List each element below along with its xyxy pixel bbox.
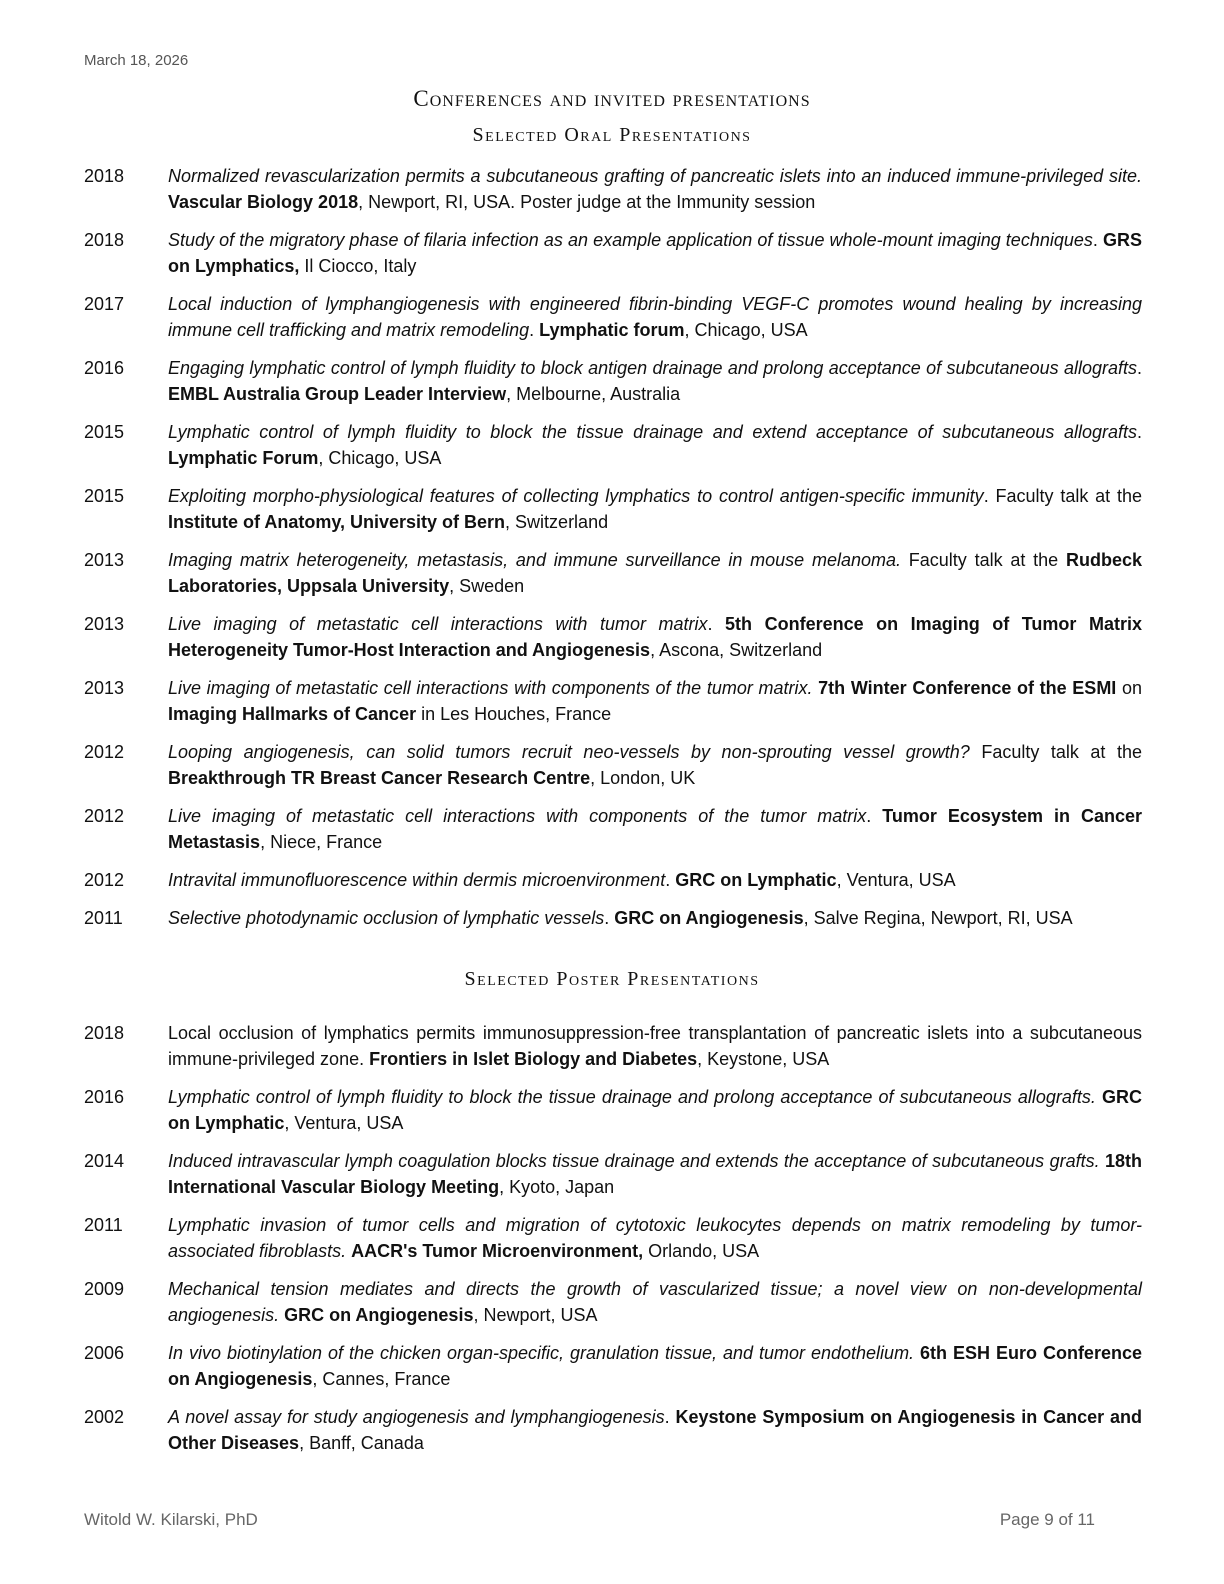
event-name: Rudbeck Laboratories, Uppsala University bbox=[168, 550, 1142, 596]
entry-year: 2018 bbox=[84, 166, 125, 186]
entry-year: 2012 bbox=[84, 742, 125, 762]
event-name: 7th Winter Conference of the ESMI bbox=[818, 678, 1117, 698]
entry-text bbox=[168, 803, 1142, 855]
entry-detail: , London, UK bbox=[590, 768, 696, 788]
entry-detail: , Melbourne, Australia bbox=[506, 384, 681, 404]
entry-detail: , Ventura, USA bbox=[284, 1113, 404, 1133]
oral-presentation-entry bbox=[84, 675, 1142, 727]
presentation-title: Local induction of lymphangiogenesis with engineered fibrin-binding VEGF-C promotes wound healing by increasing immune cell trafficking and matrix remodeling bbox=[168, 294, 1142, 340]
event-name: 6th ESH Euro Conference on Angiogenesis bbox=[168, 1343, 1142, 1389]
oral-presentation-entry bbox=[84, 163, 1142, 215]
entry-detail: , Banff, Canada bbox=[299, 1433, 424, 1453]
entry-detail: . bbox=[604, 908, 615, 928]
oral-presentation-entry bbox=[84, 803, 1142, 855]
entry-text bbox=[168, 611, 1142, 663]
entry-text bbox=[168, 739, 1142, 791]
oral-presentation-entry bbox=[84, 905, 1142, 931]
event-name: Vascular Biology 2018 bbox=[168, 192, 359, 212]
entry-detail: Faculty talk at the bbox=[901, 550, 1066, 570]
entry-year: 2017 bbox=[84, 294, 125, 314]
presentation-title: Intravital immunofluorescence within dermis microenvironment bbox=[168, 870, 666, 890]
poster-presentation-entry bbox=[84, 1084, 1142, 1136]
event-name: GRC on Lymphatic bbox=[675, 870, 837, 890]
entry-detail: , Chicago, USA bbox=[318, 448, 442, 468]
entry-year: 2012 bbox=[84, 870, 125, 890]
presentation-title: Exploiting morpho-physiological features of collecting lymphatics to control antigen-specific immunity bbox=[168, 486, 984, 506]
entry-detail: Il Ciocco, Italy bbox=[299, 256, 417, 276]
event-name: Lymphatic Forum bbox=[168, 448, 319, 468]
entry-detail: . bbox=[664, 1407, 676, 1427]
entry-detail: , Newport, RI, USA. Poster judge at the Immunity session bbox=[358, 192, 816, 212]
presentation-title: Live imaging of metastatic cell interactions with components of the tumor matrix. bbox=[168, 678, 813, 698]
entry-detail: , Ascona, Switzerland bbox=[650, 640, 823, 660]
entry-text bbox=[168, 1020, 1142, 1072]
entry-detail: , Cannes, France bbox=[312, 1369, 451, 1389]
entry-text bbox=[168, 1276, 1142, 1328]
entry-text bbox=[168, 291, 1142, 343]
entry-detail: . bbox=[529, 320, 540, 340]
entry-text bbox=[168, 547, 1142, 599]
oral-presentation-entry bbox=[84, 291, 1142, 343]
entry-text bbox=[168, 1212, 1142, 1264]
oral-presentation-entry bbox=[84, 227, 1142, 279]
presentation-title: Lymphatic control of lymph fluidity to block the tissue drainage and extend acceptance of subcutaneous allografts bbox=[168, 422, 1137, 442]
presentation-title: Lymphatic control of lymph fluidity to block the tissue drainage and prolong acceptance of subcutaneous allografts. bbox=[168, 1087, 1096, 1107]
entry-detail: . bbox=[665, 870, 676, 890]
oral-presentations-list bbox=[84, 163, 1142, 943]
entry-detail: , Keystone, USA bbox=[697, 1049, 830, 1069]
entry-detail: , Kyoto, Japan bbox=[499, 1177, 615, 1197]
entry-year: 2015 bbox=[84, 422, 125, 442]
entry-detail: in Les Houches, France bbox=[416, 704, 612, 724]
oral-presentation-entry bbox=[84, 611, 1142, 663]
presentation-title: Imaging matrix heterogeneity, metastasis, and immune surveillance in mouse melanoma. bbox=[168, 550, 901, 570]
poster-presentation-entry bbox=[84, 1212, 1142, 1264]
presentation-title: Lymphatic invasion of tumor cells and migration of cytotoxic leukocytes depends on matrix remodeling by tumor-associated fibroblasts. bbox=[168, 1215, 1142, 1261]
entry-detail: . bbox=[866, 806, 883, 826]
footer-author: Witold W. Kilarski, PhD bbox=[84, 1510, 258, 1529]
event-name: GRS on Lymphatics, bbox=[168, 230, 1142, 276]
poster-presentation-entry bbox=[84, 1340, 1142, 1392]
presentation-title: In vivo biotinylation of the chicken organ-specific, granulation tissue, and tumor endothelium. bbox=[168, 1343, 915, 1363]
poster-presentation-entry bbox=[84, 1404, 1142, 1456]
entry-text bbox=[168, 355, 1142, 407]
oral-presentation-entry bbox=[84, 355, 1142, 407]
entry-year: 2011 bbox=[84, 1215, 123, 1235]
entry-text bbox=[168, 1340, 1142, 1392]
event-name: EMBL Australia Group Leader Interview bbox=[168, 384, 507, 404]
oral-presentation-entry bbox=[84, 547, 1142, 599]
oral-presentations-heading: Selected Oral Presentations bbox=[472, 124, 752, 146]
entry-detail: , Switzerland bbox=[505, 512, 609, 532]
entry-year: 2012 bbox=[84, 806, 125, 826]
entry-detail: on bbox=[1116, 678, 1143, 698]
event-name: 18th International Vascular Biology Meeting bbox=[168, 1151, 1142, 1197]
entry-detail: Faculty talk at the bbox=[969, 742, 1142, 762]
poster-presentation-entry bbox=[84, 1276, 1142, 1328]
entry-detail: Orlando, USA bbox=[643, 1241, 760, 1261]
entry-text bbox=[168, 675, 1142, 727]
entry-year: 2011 bbox=[84, 908, 123, 928]
presentation-title: Study of the migratory phase of filaria infection as an example application of tissue whole-mount imaging techniques bbox=[168, 230, 1093, 250]
section-title: Conferences and invited presentations bbox=[413, 86, 811, 111]
footer-page-number: Page 9 of 11 bbox=[999, 1510, 1095, 1529]
entry-year: 2014 bbox=[84, 1151, 125, 1171]
entry-year: 2013 bbox=[84, 614, 125, 634]
presentation-title: Mechanical tension mediates and directs the growth of vascularized tissue; a novel view on non-developmental angiogenesis. bbox=[168, 1279, 1142, 1325]
entry-text bbox=[168, 1404, 1142, 1456]
presentation-title: Normalized revascularization permits a subcutaneous grafting of pancreatic islets into an induced immune-privileged site. bbox=[168, 166, 1142, 186]
presentation-title: Live imaging of metastatic cell interactions with components of the tumor matrix bbox=[168, 806, 867, 826]
event-name: Keystone Symposium on Angiogenesis in Cancer and Other Diseases bbox=[168, 1407, 1142, 1453]
entry-text bbox=[168, 867, 1142, 893]
entry-year: 2013 bbox=[84, 550, 125, 570]
entry-detail: , Newport, USA bbox=[473, 1305, 598, 1325]
presentation-title: Engaging lymphatic control of lymph fluidity to block antigen drainage and prolong acceptance of subcutaneous allografts bbox=[168, 358, 1137, 378]
oral-presentation-entry bbox=[84, 867, 1142, 893]
event-name: Imaging Hallmarks of Cancer bbox=[168, 704, 417, 724]
presentation-title: Induced intravascular lymph coagulation blocks tissue drainage and extends the acceptance of subcutaneous grafts. bbox=[168, 1151, 1100, 1171]
event-name: GRC on Angiogenesis bbox=[284, 1305, 474, 1325]
oral-presentation-entry bbox=[84, 739, 1142, 791]
poster-presentation-entry bbox=[84, 1148, 1142, 1200]
event-name: GRC on Angiogenesis bbox=[614, 908, 804, 928]
entry-detail: . bbox=[707, 614, 726, 634]
oral-presentation-entry bbox=[84, 483, 1142, 535]
entry-text bbox=[168, 1084, 1142, 1136]
entry-detail: , Salve Regina, Newport, RI, USA bbox=[803, 908, 1073, 928]
event-name: Tumor Ecosystem in Cancer Metastasis bbox=[168, 806, 1142, 852]
entry-detail: . bbox=[1136, 422, 1142, 442]
presentation-title: Selective photodynamic occlusion of lymphatic vessels bbox=[168, 908, 605, 928]
presentation-title: A novel assay for study angiogenesis and lymphangiogenesis bbox=[168, 1407, 665, 1427]
event-name: AACR's Tumor Microenvironment, bbox=[351, 1241, 644, 1261]
event-name: GRC on Lymphatic bbox=[168, 1087, 1142, 1133]
poster-presentation-entry bbox=[84, 1020, 1142, 1072]
document-date: March 18, 2026 bbox=[84, 52, 189, 69]
entry-detail: , Sweden bbox=[449, 576, 525, 596]
oral-presentation-entry bbox=[84, 419, 1142, 471]
presentation-title: Looping angiogenesis, can solid tumors recruit neo-vessels by non-sprouting vessel growth? bbox=[168, 742, 970, 762]
entry-detail: . bbox=[1092, 230, 1103, 250]
entry-text bbox=[168, 1148, 1142, 1200]
entry-detail: , Chicago, USA bbox=[684, 320, 808, 340]
entry-detail: , Niece, France bbox=[260, 832, 383, 852]
entry-text bbox=[168, 905, 1142, 931]
entry-text bbox=[168, 483, 1142, 535]
entry-year: 2016 bbox=[84, 358, 125, 378]
entry-detail: . bbox=[1136, 358, 1142, 378]
entry-detail: Local occlusion of lymphatics permits immunosuppression-free transplantation of pancreatic islets into a subcutaneous immune-privileged zone. bbox=[168, 1023, 1142, 1069]
event-name: Breakthrough TR Breast Cancer Research Centre bbox=[168, 768, 591, 788]
entry-year: 2018 bbox=[84, 1023, 125, 1043]
event-name: Institute of Anatomy, University of Bern bbox=[168, 512, 506, 532]
entry-year: 2018 bbox=[84, 230, 125, 250]
entry-year: 2002 bbox=[84, 1407, 125, 1427]
entry-text bbox=[168, 227, 1142, 279]
entry-year: 2016 bbox=[84, 1087, 125, 1107]
event-name: Lymphatic forum bbox=[539, 320, 685, 340]
entry-year: 2013 bbox=[84, 678, 125, 698]
presentation-title: Live imaging of metastatic cell interactions with tumor matrix bbox=[168, 614, 708, 634]
poster-presentations-heading: Selected Poster Presentations bbox=[464, 968, 760, 990]
entry-detail: , Ventura, USA bbox=[836, 870, 956, 890]
entry-detail: . Faculty talk at the bbox=[983, 486, 1142, 506]
entry-year: 2015 bbox=[84, 486, 125, 506]
entry-year: 2006 bbox=[84, 1343, 125, 1363]
entry-text bbox=[168, 163, 1142, 215]
entry-year: 2009 bbox=[84, 1279, 125, 1299]
event-name: Frontiers in Islet Biology and Diabetes bbox=[369, 1049, 698, 1069]
entry-text bbox=[168, 419, 1142, 471]
event-name: 5th Conference on Imaging of Tumor Matrix Heterogeneity Tumor-Host Interaction and Angiogenesis bbox=[168, 614, 1142, 660]
poster-presentations-list bbox=[84, 1020, 1142, 1468]
